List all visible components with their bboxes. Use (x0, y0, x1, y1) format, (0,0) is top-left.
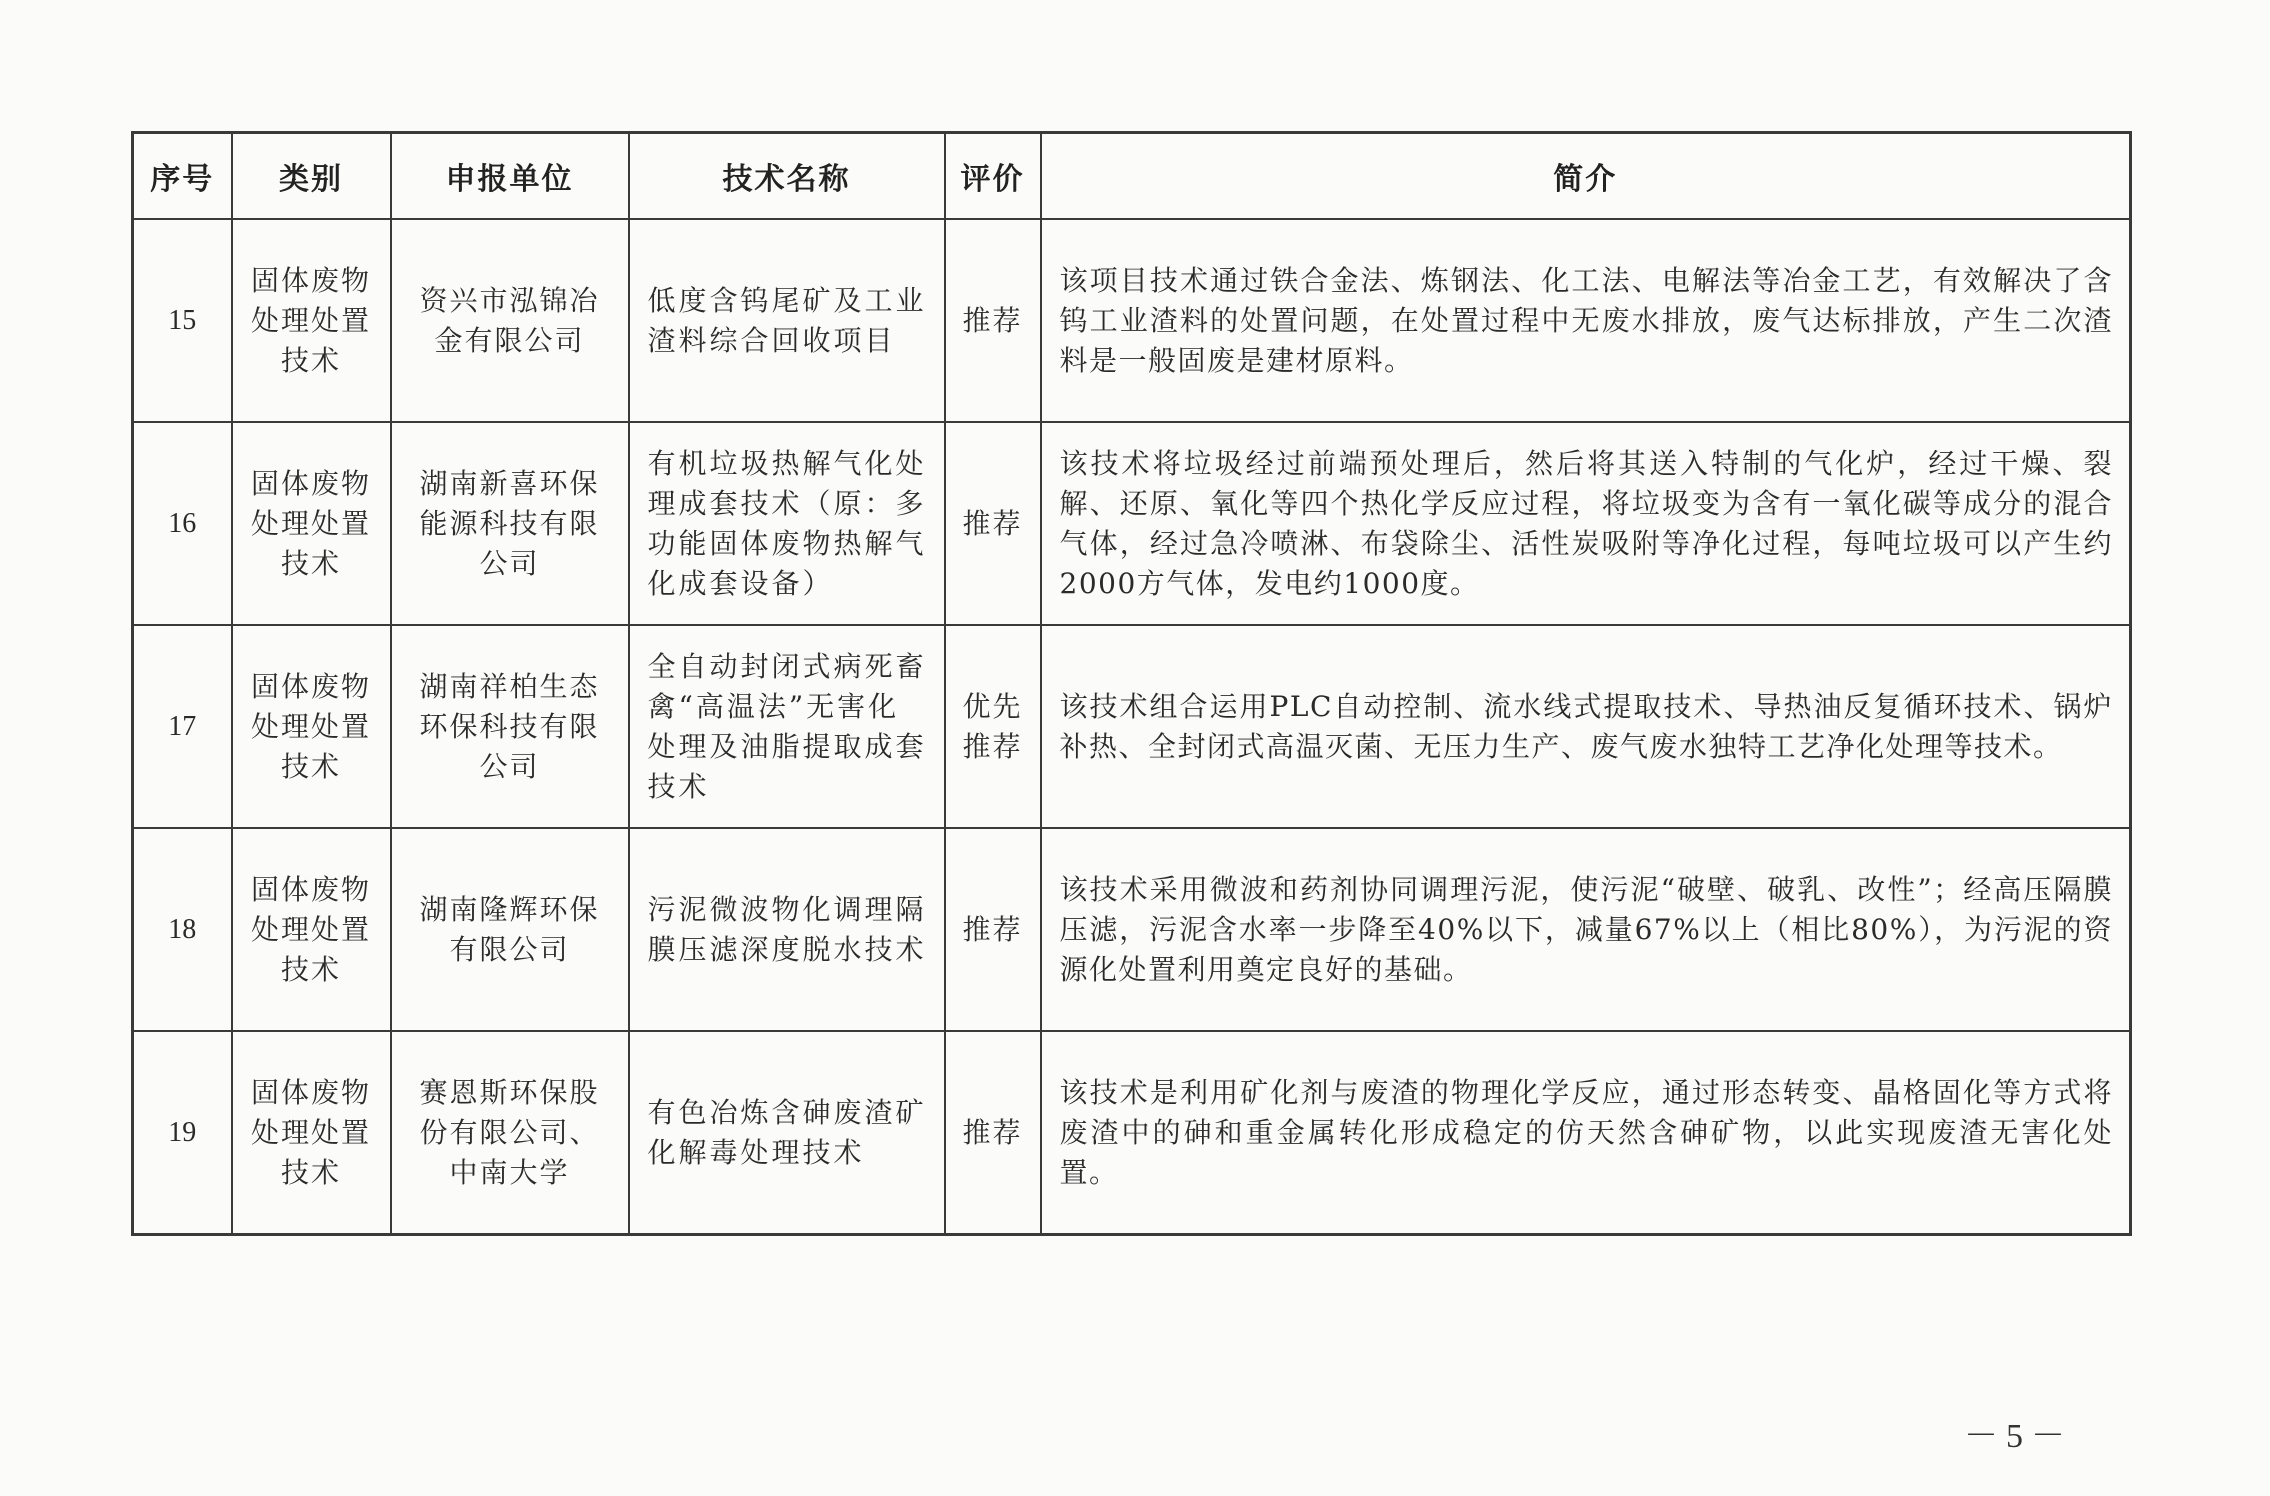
category-text: 固体废物处理处置技术 (250, 263, 371, 377)
category-text: 固体废物处理处置技术 (250, 669, 371, 783)
cell-seq: 15 (133, 219, 232, 422)
table-row (133, 1031, 2131, 1235)
cell-seq: 18 (133, 828, 232, 1031)
cell-intro (1041, 1031, 2131, 1235)
cell-category (232, 219, 391, 422)
technology-table (131, 131, 2132, 1236)
table-row (133, 219, 2131, 422)
table-header-row (133, 133, 2131, 220)
table-row (133, 828, 2131, 1031)
tech-text: 污泥微波物化调理隔膜压滤深度脱水技术 (647, 892, 927, 966)
cell-tech (629, 828, 945, 1031)
unit-text: 湖南祥柏生态环保科技有限公司 (419, 669, 600, 783)
cell-tech (629, 625, 945, 828)
header-seq: 序号 (133, 133, 232, 220)
unit-text: 赛恩斯环保股份有限公司、中南大学 (419, 1075, 600, 1189)
intro-text: 该项目技术通过铁合金法、炼钢法、化工法、电解法等冶金工艺，有效解决了含钨工业渣料的处置问题，在处置过程中无废水排放，废气达标排放，产生二次渣料是一般固废是建材原料。 (1059, 263, 2113, 377)
cell-seq: 19 (133, 1031, 232, 1235)
cell-tech (629, 219, 945, 422)
intro-text: 该技术采用微波和药剂协同调理污泥，使污泥“破壁、破乳、改性”；经高压隔膜压滤，污泥含水率一步降至40%以下，减量67%以上（相比80%），为污泥的资源化处置利用奠定良好的基础。 (1059, 872, 2113, 986)
table-row (133, 422, 2131, 625)
evaluation-text: 推荐 (962, 506, 1023, 540)
header-intro: 简介 (1041, 133, 2131, 220)
tech-text: 有机垃圾热解气化处理成套技术（原：多功能固体废物热解气化成套设备） (647, 446, 927, 600)
evaluation-text: 推荐 (962, 303, 1023, 337)
cell-category (232, 625, 391, 828)
cell-unit (391, 422, 629, 625)
category-text: 固体废物处理处置技术 (250, 466, 371, 580)
cell-tech (629, 1031, 945, 1235)
tech-text: 全自动封闭式病死畜禽“高温法”无害化处理及油脂提取成套技术 (647, 649, 927, 803)
category-text: 固体废物处理处置技术 (250, 872, 371, 986)
cell-unit (391, 219, 629, 422)
cell-seq: 16 (133, 422, 232, 625)
header-tech: 技术名称 (629, 133, 945, 220)
evaluation-text: 推荐 (962, 1115, 1023, 1149)
cell-evaluation (945, 625, 1041, 828)
tech-text: 有色冶炼含砷废渣矿化解毒处理技术 (647, 1095, 927, 1169)
tech-text: 低度含钨尾矿及工业渣料综合回收项目 (647, 283, 927, 357)
cell-evaluation (945, 422, 1041, 625)
cell-unit (391, 1031, 629, 1235)
cell-evaluation (945, 219, 1041, 422)
cell-intro (1041, 625, 2131, 828)
unit-text: 资兴市泓锦冶金有限公司 (419, 283, 600, 357)
cell-intro (1041, 219, 2131, 422)
unit-text: 湖南新喜环保能源科技有限公司 (419, 466, 600, 580)
cell-seq: 17 (133, 625, 232, 828)
header-evaluation: 评价 (945, 133, 1041, 220)
intro-text: 该技术组合运用PLC自动控制、流水线式提取技术、导热油反复循环技术、锅炉补热、全封闭式高温灭菌、无压力生产、废气废水独特工艺净化处理等技术。 (1059, 689, 2113, 763)
unit-text: 湖南隆辉环保有限公司 (419, 892, 600, 966)
cell-evaluation (945, 1031, 1041, 1235)
page-number: －5－ (1964, 1418, 2073, 1455)
intro-text: 该技术将垃圾经过前端预处理后，然后将其送入特制的气化炉，经过干燥、裂解、还原、氧化等四个热化学反应过程，将垃圾变为含有一氧化碳等成分的混合气体，经过急冷喷淋、布袋除尘、活性炭吸附等净化过程，每吨垃圾可以产生约2000方气体，发电约1000度。 (1059, 446, 2113, 600)
evaluation-text: 推荐 (962, 912, 1023, 946)
table-row (133, 625, 2131, 828)
cell-intro (1041, 422, 2131, 625)
cell-tech (629, 422, 945, 625)
cell-category (232, 1031, 391, 1235)
cell-category (232, 422, 391, 625)
cell-evaluation (945, 828, 1041, 1031)
cell-unit (391, 828, 629, 1031)
cell-intro (1041, 828, 2131, 1031)
intro-text: 该技术是利用矿化剂与废渣的物理化学反应，通过形态转变、晶格固化等方式将废渣中的砷和重金属转化形成稳定的仿天然含砷矿物，以此实现废渣无害化处置。 (1059, 1075, 2113, 1189)
header-category: 类别 (232, 133, 391, 220)
cell-unit (391, 625, 629, 828)
evaluation-text: 优先推荐 (962, 689, 1023, 763)
cell-category (232, 828, 391, 1031)
category-text: 固体废物处理处置技术 (250, 1075, 371, 1189)
header-unit: 申报单位 (391, 133, 629, 220)
